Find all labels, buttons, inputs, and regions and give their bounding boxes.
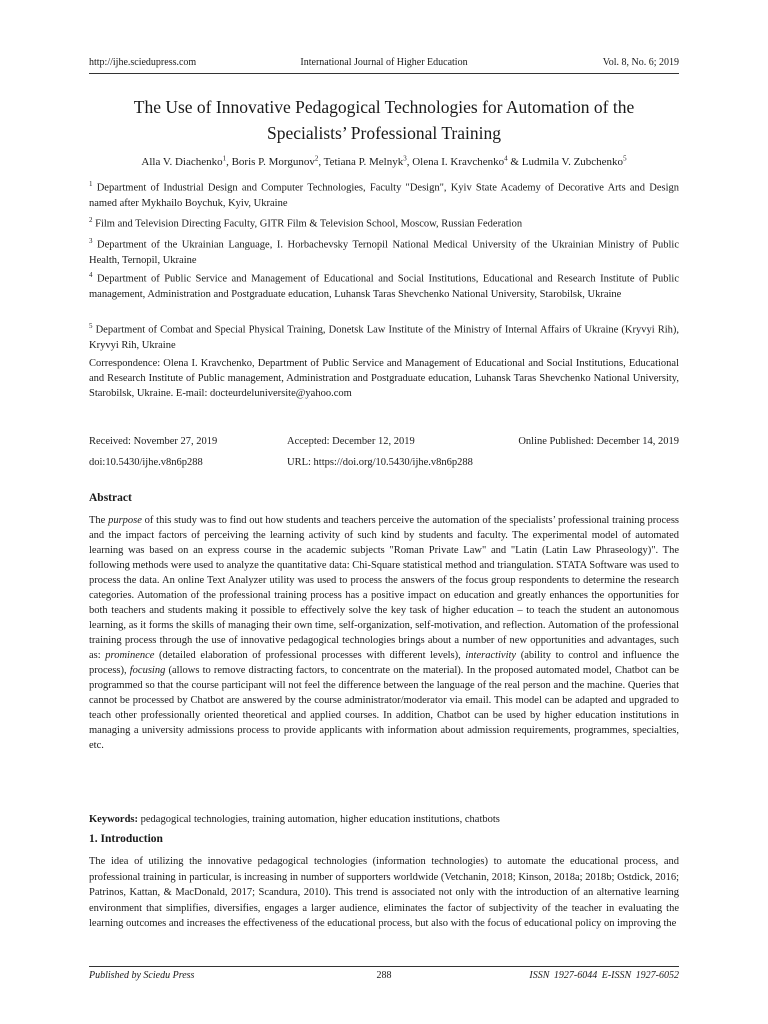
affiliation-number: 1 [89, 180, 93, 188]
author-name: Ludmila V. Zubchenko [521, 155, 624, 168]
author-separator: , [318, 155, 324, 168]
abstract-run: (ability to control and influence the process), [89, 650, 679, 676]
affiliation-text: Film and Television Directing Faculty, GITR Film & Television School, Moscow, Russian Federation [92, 218, 523, 230]
affiliation-number: 2 [89, 216, 93, 224]
author-separator: , [406, 155, 413, 168]
affiliation-number: 4 [89, 271, 93, 279]
abstract-text [89, 513, 679, 753]
correspondence: Correspondence: Olena I. Kravchenko, Department of Public Service and Management of Educational and Social Institutions, Educational and Research Institute of Public management, Administration and Postgraduate education, Luhansk Taras Shevchenko National University, Starobilsk, Ukraine. E-mail: docteurdeluniversite@yahoo.com [89, 358, 679, 399]
title-line-1: The Use of Innovative Pedagogical Technologies for Automation of the [133, 97, 635, 117]
page-number: 288 [376, 970, 392, 981]
abstract-heading: Abstract [89, 492, 132, 504]
affiliation [89, 319, 679, 353]
issn: ISSN 1927-6044 E-ISSN 1927-6052 [529, 970, 679, 981]
doi-url-link[interactable]: URL: https://doi.org/10.5430/ijhe.v8n6p288 [287, 457, 473, 468]
affiliation-text: Department of the Ukrainian Language, I. Horbachevsky Ternopil National Medical University of the Ukrainian Ministry of Public Health, Ternopil, Ukraine [89, 239, 679, 266]
keywords-label: Keywords: [89, 814, 138, 825]
journal-name: International Journal of Higher Education [300, 57, 468, 68]
author-affiliation-number: 1 [222, 154, 227, 162]
author-name: Alla V. Diachenko [141, 155, 223, 168]
affiliation [89, 177, 679, 211]
affiliation-text: Department of Combat and Special Physical Training, Donetsk Law Institute of the Ministry of Internal Affairs of Ukraine (Kryvyi Rih), Kryvyi Rih, Ukraine [89, 324, 679, 351]
accepted-date: Accepted: December 12, 2019 [287, 436, 415, 447]
volume-info: Vol. 8, No. 6; 2019 [602, 57, 679, 68]
author-name: Tetiana P. Melnyk [323, 155, 404, 168]
introduction-paragraph: The idea of utilizing the innovative pedagogical technologies (information technologies) to automate the educational process, and professional training in particular, is increasing in number of supporters worldwide (Vetchanin, 2018; Kinson, 2018a; 2018b; Ostdick, 2016; Patrinos, Kattan, & MacDonald, 2017; Scandura, 2010). This trend is associated not only with the introduction of an alternative learning environment that simplifies, diversifies, engages a larger audience, eliminates the factor of subjectivity of the teacher in evaluating the learning outcomes and increases the effectiveness of the educational process, but also with the focus of educational policy on improving the [89, 856, 679, 930]
author-affiliation-number: 4 [504, 154, 508, 162]
affiliation-text: Department of Industrial Design and Computer Technologies, Faculty "Design", Kyiv State Academy of Decorative Arts and Design named after Mykhailo Boychuk, Kyiv, Ukraine [89, 182, 679, 209]
published-date: Online Published: December 14, 2019 [518, 436, 679, 447]
abstract-emphasis: focusing [129, 665, 166, 676]
keywords-text: pedagogical technologies, training automation, higher education institutions, chatbots [138, 814, 500, 825]
journal-url-link[interactable]: http://ijhe.sciedupress.com [89, 57, 197, 68]
page-footer [89, 966, 679, 984]
affiliation [89, 268, 679, 302]
author-affiliation-number: 3 [403, 154, 407, 162]
abstract-run: (detailed elaboration of professional processes with different levels), [154, 650, 466, 661]
abstract-emphasis: purpose [108, 515, 142, 526]
affiliation [89, 213, 679, 232]
publisher: Published by Sciedu Press [89, 970, 195, 981]
author [522, 156, 627, 168]
abstract-emphasis: prominence [105, 650, 155, 661]
author [232, 156, 324, 168]
author-list [89, 154, 679, 168]
title-line-2: Specialists’ Professional Training [267, 123, 501, 143]
abstract-run: The [89, 515, 109, 526]
author-name: Olena I. Kravchenko [412, 155, 505, 168]
keywords [89, 814, 679, 825]
author-name: Boris P. Morgunov [231, 155, 315, 168]
affiliation-text: Department of Public Service and Management of Educational and Social Institutions, Educational and Research Institute of Public management, Administration and Postgraduate education, Luhansk Taras Shevchenko National University, Starobilsk, Ukraine [89, 273, 679, 300]
affiliation-number: 5 [89, 322, 93, 330]
paper-title [89, 94, 679, 146]
author-separator: , [226, 155, 232, 168]
author-affiliation-number: 5 [623, 154, 627, 162]
received-date: Received: November 27, 2019 [89, 436, 218, 447]
author-separator: & [507, 155, 522, 168]
author [324, 156, 413, 168]
abstract-emphasis: interactivity [465, 650, 517, 661]
running-header [89, 57, 679, 74]
doi: doi:10.5430/ijhe.v8n6p288 [89, 457, 203, 468]
author [412, 156, 522, 168]
abstract-run: (allows to remove distracting factors, to concentrate on the material). In the proposed automated model, Chatbot can be programmed so that the course participant will not feel the difference between the language of the real person and the machine. Queries that cannot be processed by Chatbot are answered by the course administrator/moderator via email. This model can be adapted and upgraded to teach other professionally oriented theoretical and applied courses. In addition, Chatbot can be used by higher education institutions in managing a university admissions process to provide applicants with information about admission requirements, programmes, specialties, etc. [89, 665, 679, 751]
abstract-run: of this study was to find out how students and teachers perceive the automation of the specialists’ professional training process and the impact factors of perceiving the learning activity of such kind by students and faculty. The experimental model of automated learning was based on an express course in the academic subjects "Roman Private Law" and "Latin (Latin Law Phraseology)". The following methods were used to analyze the quantitative data: Chi-Square statistical method and triangulation. STATA Software was used to process the data. An online Text Analyzer utility was used to process the answers of the focus group respondents to determine the research categories. Automation of the professional training process has a positive impact on education and greatly enhances the opportunities for both teachers and students making it possible to effectively solve the key task of higher education – to teach the student an autonomous learning, as it forms the skills of managing their own time, self-organization, self-motivation, and reflection. Automation of the professional training process through the use of innovative pedagogical technologies brings about a number of new opportunities and advantages, such as: [89, 515, 679, 661]
affiliation-number: 3 [89, 237, 93, 245]
author [141, 156, 231, 168]
author-affiliation-number: 2 [314, 154, 319, 162]
section-heading: 1. Introduction [89, 833, 163, 845]
affiliation [89, 234, 679, 268]
